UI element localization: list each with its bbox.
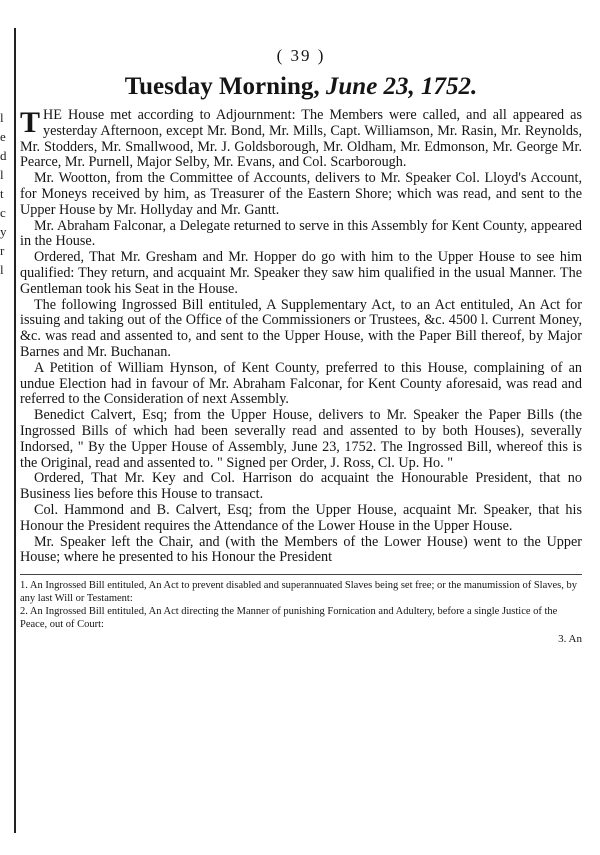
- footnote: 2. An Ingrossed Bill entituled, An Act directing the Manner of punishing Fornication and Adultery, before a single Justice of the Peace, out of Court:: [20, 606, 558, 631]
- paragraph-speaker: Mr. Speaker left the Chair, and (with the Members of the Lower House) went to the Upper House; where he presented to his Honour the President: [20, 533, 582, 566]
- margin-letter: l: [0, 262, 4, 277]
- body-text: [20, 108, 582, 566]
- margin-letter: l: [0, 110, 4, 125]
- page-number: ( 39 ): [276, 46, 326, 65]
- paragraph-petition: A Petition of William Hynson, of Kent County, preferred to this House, complaining of an undue Election had in favour of Mr. Abraham Falconar, for Kent County aforesaid, was read and referred to the Consideration of next Assembly.: [20, 359, 582, 408]
- margin-letter: c: [0, 205, 6, 220]
- drop-cap: T: [20, 106, 41, 139]
- margin-letter: d: [0, 148, 7, 163]
- catchword: 3. An: [558, 633, 582, 646]
- margin-letter: l: [0, 167, 4, 182]
- margin-letter: e: [0, 129, 6, 144]
- footnote: 1. An Ingrossed Bill entituled, An Act to prevent disabled and superannuated Slaves being set free; or the manumission of Slaves, by any last Will or Testament:: [20, 580, 577, 605]
- document-page: [20, 46, 582, 645]
- paragraph-delegate: Mr. Abraham Falconar, a Delegate returned to serve in this Assembly for Kent County, appeared in the House.: [20, 217, 582, 250]
- paragraph-paper-bills: Benedict Calvert, Esq; from the Upper House, delivers to Mr. Speaker the Paper Bills (the Ingrossed Bills of which had been severally read and assented to by both Houses), severally Indorsed, " By the Upper House of Assembly, June 23, 1752. The Ingrossed Bill, whereof this is the Original, read and assented to. " Signed per Order, J. Ross, Cl. Up. Ho. ": [20, 407, 582, 471]
- margin-letter: y: [0, 224, 7, 239]
- paragraph-ordered-president: Ordered, That Mr. Key and Col. Harrison do acquaint the Honourable President, that no Business lies before this House to transact.: [20, 470, 582, 503]
- margin-letter: r: [0, 243, 5, 258]
- paragraph-ordered-qualify: Ordered, That Mr. Gresham and Mr. Hopper do go with him to the Upper House to see him qualified: They return, and acquaint Mr. Speaker they saw him qualified in the usual Manner. The Gentleman took his Seat in the House.: [20, 249, 582, 297]
- page-edge-rule: [14, 28, 16, 833]
- page-heading: [20, 72, 582, 102]
- margin-letter: t: [0, 186, 4, 201]
- paragraph-attendance: [20, 108, 582, 171]
- paragraph-text: HE House met according to Adjournment: The Members were called, and all appeared as yesterday Afternoon, except Mr. Bond, Mr. Mills, Capt. Williamson, Mr. Rasin, Mr. Reynolds, Mr. Stodders, Mr. Smallwood, Mr. J. Goldsborough, Mr. Oldham, Mr. Edmonson, Mr. George Mr. Pearce, Mr. Purnell, Major Selby, Mr. Evans, and Col. Scarborough.: [20, 107, 582, 171]
- footnotes: [20, 574, 582, 631]
- heading-prefix: Tuesday Morning,: [124, 73, 320, 100]
- paragraph-attendance-request: Col. Hammond and B. Calvert, Esq; from the Upper House, acquaint Mr. Speaker, that his Honour the President requires the Attendance of the Lower House in the Upper House.: [20, 501, 582, 534]
- margin-letters: [0, 108, 10, 279]
- paragraph-accounts: Mr. Wootton, from the Committee of Accounts, delivers to Mr. Speaker Col. Lloyd's Account, for Moneys received by him, as Treasurer of the Eastern Shore; which was read, and sent to the Upper House by Mr. Hollyday and Mr. Gantt.: [20, 170, 582, 218]
- heading-date: June 23, 1752.: [325, 73, 478, 100]
- paragraph-ingrossed-bill: The following Ingrossed Bill entituled, A Supplementary Act, to an Act entituled, An Act for issuing and taking out of the Office of the Commissioners or Trustees, &c. 4500 l. Current Money, &c. was read and assented to, and sent to the Upper House, with the Paper Bill thereof, by Major Barnes and Mr. Buchanan.: [20, 296, 582, 360]
